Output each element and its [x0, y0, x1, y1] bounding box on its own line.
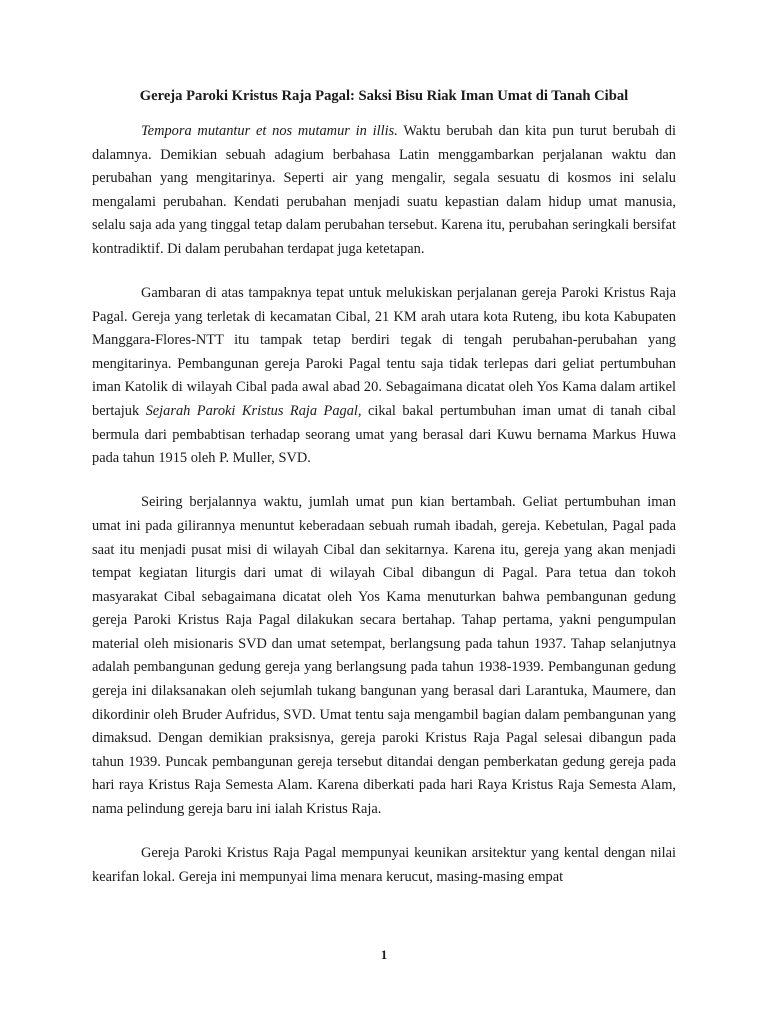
paragraph-4-text: Gereja Paroki Kristus Raja Pagal mempunyai keunikan arsitektur yang kental dengan nilai kearifan lokal. Gereja ini mempunyai lima menara kerucut, masing-masing empat	[92, 845, 676, 885]
page-number: 1	[380, 947, 388, 962]
paragraph-2-text-before: Gambaran di atas tampaknya tepat untuk melukiskan perjalanan gereja Paroki Kristus Raja Pagal. Gereja yang terletak di kecamatan Cibal, 21 KM arah utara kota Ruteng, ibu kota Kabupaten Manggara-Flores-NTT itu tampak tetap berdiri tegak di tengah perubahan-perubahan yang mengitarinya. Pembangunan gereja Paroki Pagal tentu saja tidak terlepas dari geliat pertumbuhan iman Katolik di wilayah Cibal pada awal abad 20. Sebagaimana dicatat oleh Yos Kama dalam artikel bertajuk	[92, 285, 676, 420]
paragraph-3	[92, 491, 676, 821]
paragraph-1-text: Waktu berubah dan kita pun turut berubah di dalamnya. Demikian sebuah adagium berbahasa Latin menggambarkan perjalanan waktu dan perubahan yang mengitarinya. Seperti air yang mengalir, segala sesuatu di kosmos ini selalu mengalami perubahan. Kendati perubahan menjadi suatu kepastian dalam hidup umat manusia, selalu saja ada yang tinggal tetap dalam perubahan tersebut. Karena itu, perubahan seringkali bersifat kontradiktif. Di dalam perubahan terdapat juga ketetapan.	[92, 123, 676, 257]
document-title: Gereja Paroki Kristus Raja Pagal: Saksi Bisu Riak Iman Umat di Tanah Cibal	[139, 88, 629, 104]
paragraph-1	[92, 120, 676, 262]
paragraph-4	[92, 842, 676, 889]
article-title: Sejarah Paroki Kristus Raja Pagal,	[145, 403, 362, 420]
paragraph-3-text: Seiring berjalannya waktu, jumlah umat pun kian bertambah. Geliat pertumbuhan iman umat ini pada gilirannya menuntut keberadaan sebuah rumah ibadah, gereja. Kebetulan, Pagal pada saat itu menjadi pusat misi di wilayah Cibal dan sekitarnya. Karena itu, gereja yang akan menjadi tempat kegiatan liturgis dari umat di wilayah Cibal dibangun di Pagal. Para tetua dan tokoh masyarakat Cibal sebagaimana dicatat oleh Yos Kama menuturkan bahwa pembangunan gedung gereja Paroki Kristus Raja Pagal dilakukan secara bertahap. Tahap pertama, yakni pengumpulan material oleh misionaris SVD dan umat setempat, berlangsung pada tahun 1937. Tahap selanjutnya adalah pembangunan gedung gereja yang berlangsung pada tahun 1938-1939. Pembangunan gedung gereja ini dilaksanakan oleh sejumlah tukang bangunan yang berasal dari Larantuka, Maumere, dan dikordinir oleh Bruder Aufridus, SVD. Umat tentu saja mengambil bagian dalam pembangunan yang dimaksud. Dengan demikian praksisnya, gereja paroki Kristus Raja Pagal selesai dibangun pada tahun 1939. Puncak pembangunan gereja tersebut ditandai dengan pemberkatan gedung gereja pada hari raya Kristus Raja Semesta Alam. Karena diberkati pada hari Raya Kristus Raja Semesta Alam, nama pelindung gereja baru ini ialah Kristus Raja.	[92, 494, 676, 818]
paragraph-2-text-after: cikal bakal pertumbuhan iman umat di tanah cibal bermula dari pembabtisan terhadap seorang umat yang berasal dari Kuwu bernama Markus Huwa pada tahun 1915 oleh P. Muller, SVD.	[92, 403, 676, 467]
document-body	[92, 120, 676, 910]
latin-adage: Tempora mutantur et nos mutamur in illis.	[141, 123, 398, 139]
paragraph-2	[92, 282, 676, 471]
